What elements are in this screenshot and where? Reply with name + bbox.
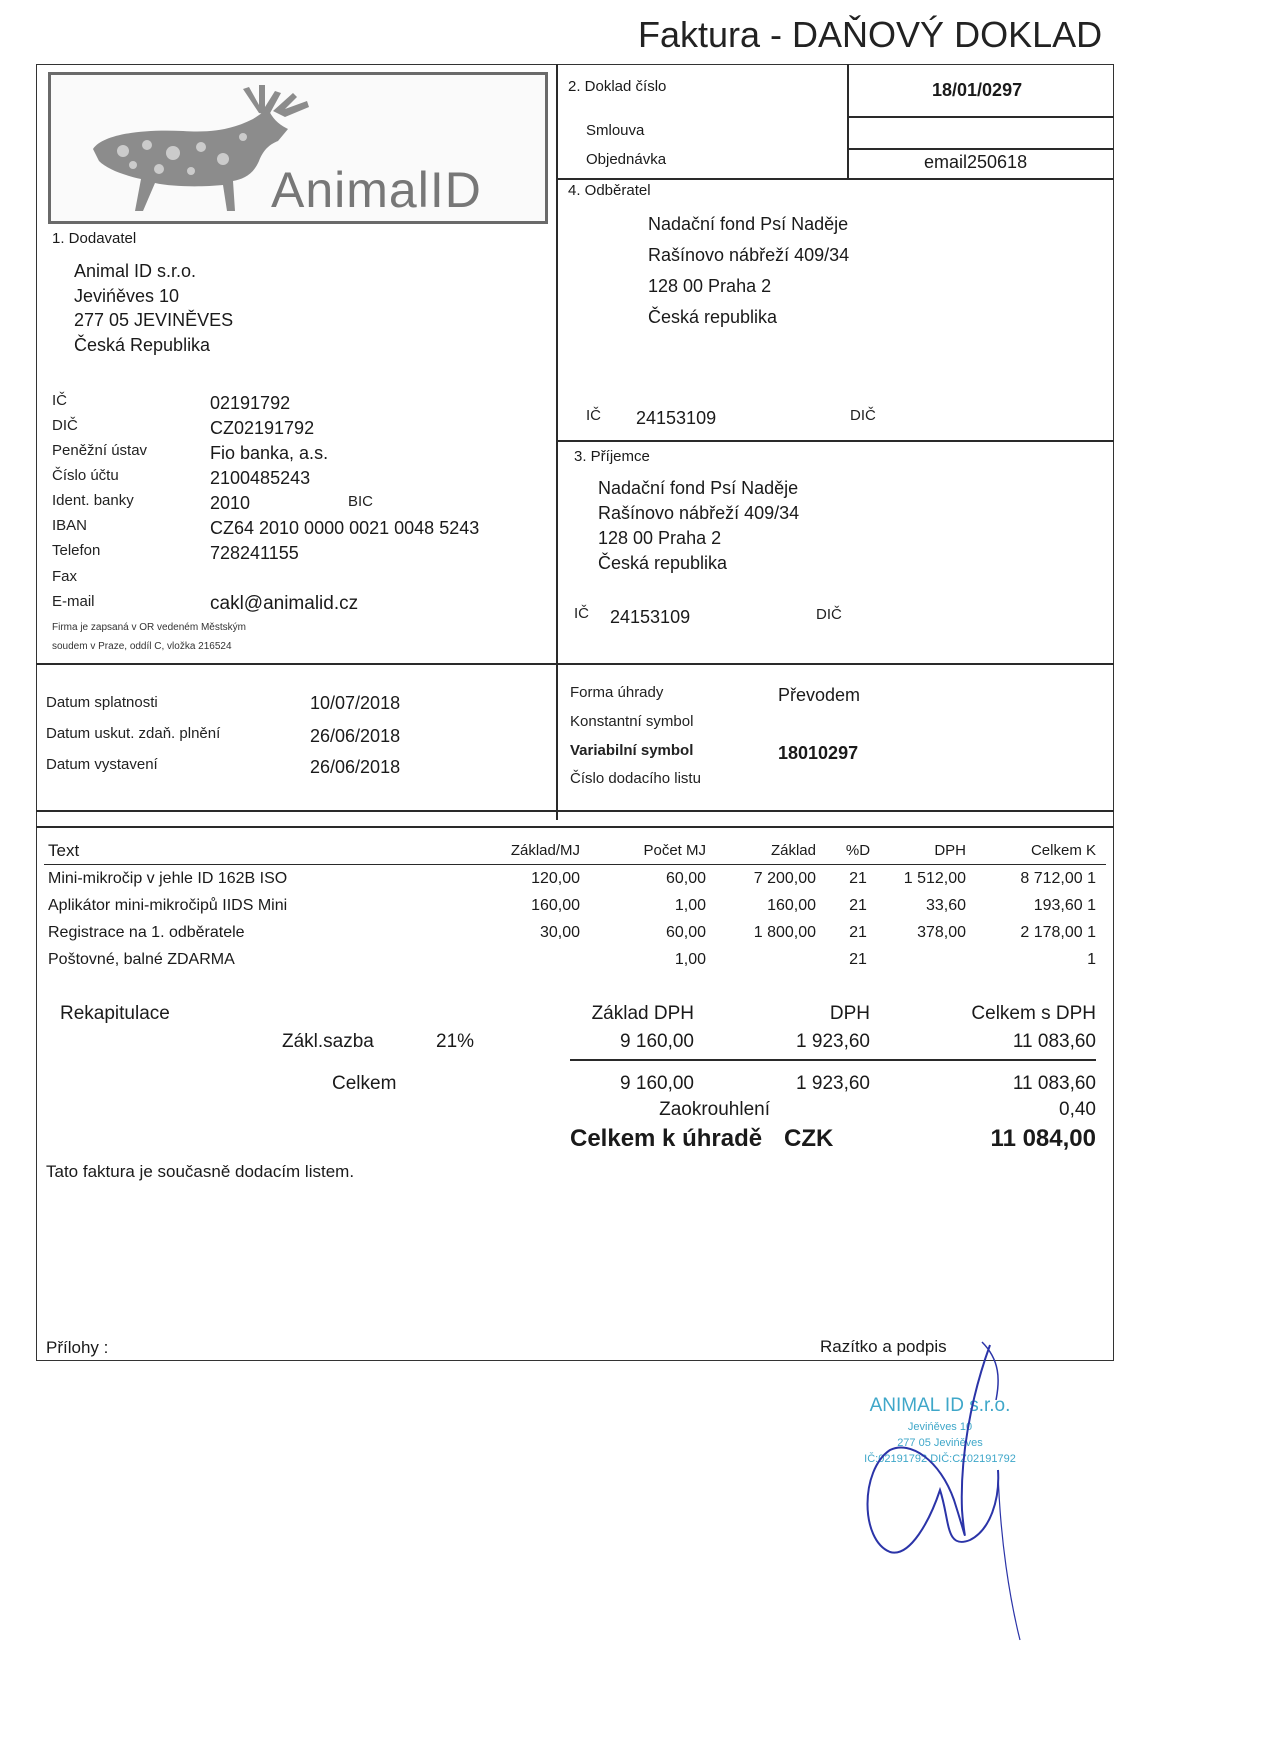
recap-rate-base: 9 160,00: [620, 1031, 694, 1052]
row-base: 1 800,00: [753, 924, 816, 941]
row-quantity: 60,00: [665, 870, 706, 887]
variable-symbol-label: Variabilní symbol: [570, 742, 694, 759]
detail-dic-label: DIČ: [52, 417, 78, 434]
prijemce-country: Česká republika: [598, 553, 728, 573]
divider-dates: [36, 663, 1114, 665]
detail-phone-value: 728241155: [210, 543, 299, 563]
variable-symbol-value: 18010297: [778, 743, 859, 763]
recap-total-label: Celkem: [332, 1073, 397, 1094]
date-issue-label: Datum vystavení: [46, 756, 158, 773]
dodavatel-country: Česká Republika: [74, 335, 211, 355]
rounding-value: 0,40: [1059, 1099, 1096, 1120]
constant-symbol-label: Konstantní symbol: [570, 713, 694, 730]
dodavatel-label: 1. Dodavatel: [52, 230, 137, 247]
odberatel-name: Nadační fond Psí Naděje: [648, 214, 849, 234]
dodavatel-street: Jevińěves 10: [74, 286, 180, 306]
detail-bankid-value: 2010: [210, 493, 251, 513]
detail-email-label: E-mail: [52, 593, 95, 610]
col-header-unit-price: Základ/MJ: [510, 842, 580, 859]
recap-total-vat: 1 923,60: [796, 1073, 870, 1094]
row-unit-price: 120,00: [531, 870, 580, 887]
amount-due-currency: CZK: [784, 1125, 834, 1152]
row-unit-price: 30,00: [539, 924, 580, 941]
row-vat: 378,00: [917, 924, 966, 941]
recap-rate-total: 11 083,60: [1012, 1031, 1096, 1052]
registration-line-1: Firma je zapsaná v OR vedeném Městským: [52, 622, 246, 633]
prijemce-city: 128 00 Praha 2: [598, 528, 722, 548]
doklad-number: 18/01/0297: [932, 80, 1023, 100]
dodavatel-name: Animal ID s.r.o.: [74, 261, 197, 281]
stamp-line-1: ANIMAL ID s.r.o.: [869, 1395, 1011, 1416]
col-header-rate: %D: [845, 842, 871, 859]
date-taxable-label: Datum uskut. zdaň. plnění: [46, 725, 221, 742]
detail-iban-value: CZ64 2010 0000 0021 0048 5243: [210, 518, 480, 538]
col-header-quantity: Počet MJ: [643, 842, 706, 859]
row-total: 1: [1087, 951, 1096, 968]
divider-doc-box: [847, 64, 849, 178]
odberatel-dic-label: DIČ: [850, 407, 876, 424]
divider-prijemce: [556, 440, 1114, 442]
detail-bic-label: BIC: [348, 493, 374, 510]
objednavka-label: Objednávka: [586, 151, 667, 168]
row-text: Aplikátor mini-mikročipů IIDS Mini: [48, 897, 288, 914]
recap-total-base: 9 160,00: [620, 1073, 694, 1094]
row-total: 8 712,00 1: [1020, 870, 1096, 887]
row-unit-price: 160,00: [531, 897, 580, 914]
delivery-note-label: Číslo dodacího listu: [570, 770, 701, 787]
row-base: 7 200,00: [753, 870, 816, 887]
recap-title: Rekapitulace: [60, 1003, 170, 1024]
col-header-total: Celkem K: [1030, 842, 1096, 859]
payment-form-label: Forma úhrady: [570, 684, 664, 701]
row-quantity: 1,00: [674, 897, 706, 914]
amount-due-label: Celkem k úhradě: [570, 1125, 763, 1152]
prijemce-ic-value: 24153109: [610, 607, 691, 627]
detail-email-value: cakl@animalid.cz: [210, 593, 359, 614]
row-rate: 21: [849, 951, 867, 968]
doklad-label: 2. Doklad číslo: [568, 78, 667, 95]
row-rate: 21: [849, 870, 867, 887]
detail-phone-label: Telefon: [52, 542, 101, 559]
odberatel-city: 128 00 Praha 2: [648, 276, 772, 296]
prijemce-name: Nadační fond Psí Naděje: [598, 478, 799, 498]
divider-doc-row1: [847, 116, 1114, 118]
detail-fax-label: Fax: [52, 568, 78, 585]
recap-rate-pct: 21%: [436, 1031, 475, 1052]
odberatel-ic-label: IČ: [586, 407, 601, 424]
row-total: 193,60 1: [1033, 897, 1096, 914]
col-header-vat: DPH: [934, 842, 966, 859]
row-rate: 21: [849, 924, 867, 941]
date-taxable-value: 26/06/2018: [310, 726, 401, 746]
odberatel-street: Rašínovo nábřeží 409/34: [648, 245, 850, 265]
payment-form-value: Převodem: [778, 685, 861, 705]
recap-rate-vat: 1 923,60: [796, 1031, 870, 1052]
row-text: Poštovné, balné ZDARMA: [48, 951, 235, 968]
row-text: Mini-mikročip v jehle ID 162B ISO: [48, 870, 288, 887]
divider-payment-bottom: [36, 810, 1114, 812]
row-text: Registrace na 1. odběratele: [48, 924, 245, 941]
odberatel-country: Česká republika: [648, 307, 778, 327]
detail-bankid-label: Ident. banky: [52, 492, 134, 509]
recap-total-total: 11 083,60: [1012, 1073, 1096, 1094]
divider-items-top: [36, 826, 1114, 828]
prijemce-street: Rašínovo nábřeží 409/34: [598, 503, 800, 523]
row-total: 2 178,00 1: [1020, 924, 1096, 941]
rounding-label: Zaokrouhlení: [659, 1099, 770, 1120]
row-vat: 1 512,00: [903, 870, 966, 887]
divider-recap: [570, 1059, 1096, 1061]
row-base: 160,00: [767, 897, 816, 914]
amount-due-value: 11 084,00: [990, 1125, 1096, 1152]
col-header-base: Základ: [770, 842, 816, 859]
divider-doc-row2: [847, 148, 1114, 150]
objednavka-value: email250618: [924, 152, 1028, 172]
prijemce-dic-label: DIČ: [816, 606, 842, 623]
detail-account-value: 2100485243: [210, 468, 311, 488]
stamp-line-3: 277 05 Jevińěves: [897, 1437, 983, 1449]
detail-ic-value: 02191792: [210, 393, 291, 413]
attachments-label: Přílohy :: [46, 1338, 109, 1357]
row-quantity: 60,00: [665, 924, 706, 941]
registration-line-2: soudem v Praze, oddíl C, vložka 216524: [52, 641, 232, 652]
detail-ic-label: IČ: [52, 392, 67, 409]
date-due-label: Datum splatnosti: [46, 694, 158, 711]
recap-rate-label: Zákl.sazba: [282, 1031, 374, 1052]
detail-bank-label: Peněžní ústav: [52, 442, 148, 459]
stamp-line-2: Jevińěves 10: [907, 1421, 973, 1433]
smlouva-label: Smlouva: [586, 122, 645, 139]
logo-text: AnimalID: [271, 162, 482, 218]
prijemce-ic-label: IČ: [574, 605, 589, 622]
col-header-text: Text: [48, 841, 80, 860]
page-title: Faktura - DAŇOVÝ DOKLAD: [638, 14, 1103, 55]
date-due-value: 10/07/2018: [310, 693, 401, 713]
detail-dic-value: CZ02191792: [210, 418, 315, 438]
recap-header-base: Základ DPH: [591, 1003, 694, 1024]
odberatel-label: 4. Odběratel: [568, 182, 651, 199]
row-vat: 33,60: [925, 897, 966, 914]
recap-header-vat: DPH: [829, 1003, 870, 1024]
divider-odberatel: [556, 178, 1114, 180]
detail-iban-label: IBAN: [52, 517, 88, 534]
recap-header-total: Celkem s DPH: [971, 1003, 1096, 1024]
divider-items-header: [44, 864, 1106, 865]
dodavatel-city: 277 05 JEVINĚVES: [74, 310, 234, 330]
company-logo: [48, 72, 548, 224]
detail-bank-value: Fio banka, a.s.: [210, 443, 329, 463]
detail-account-label: Číslo účtu: [52, 467, 119, 484]
row-quantity: 1,00: [674, 951, 706, 968]
stamp-signature-label: Razítko a podpis: [820, 1337, 947, 1356]
signature: [850, 1340, 1050, 1650]
stamp-line-4: IČ:02191792 DIČ:CZ02191792: [864, 1453, 1016, 1465]
odberatel-ic-value: 24153109: [636, 408, 717, 428]
row-rate: 21: [849, 897, 867, 914]
delivery-note-statement: Tato faktura je současně dodacím listem.: [46, 1162, 355, 1181]
prijemce-label: 3. Příjemce: [574, 448, 650, 465]
date-issue-value: 26/06/2018: [310, 757, 401, 777]
